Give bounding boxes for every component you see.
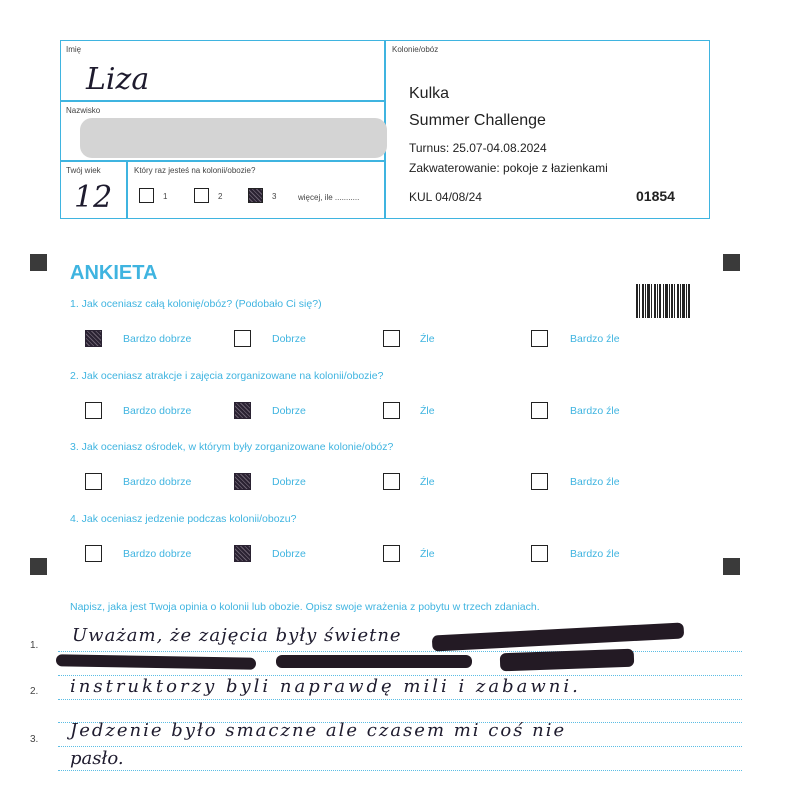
opinion-text-3: Jedzenie było smaczne ale czasem mi coś nie [70,720,567,741]
registration-marker-top-right [723,254,740,271]
question-4-option-label-1: Bardzo dobrze [123,548,192,560]
question-2-checkbox-2[interactable] [234,402,251,419]
crossed-out-text-4 [500,649,635,672]
question-4-option-label-2: Dobrze [272,548,306,560]
camp-name: Kulka [409,85,450,102]
question-2-checkbox-1[interactable] [85,402,102,419]
name-value: Liza [86,62,150,97]
opinion-line-3 [58,699,742,700]
age-label: Twój wiek [66,166,101,175]
surname-label: Nazwisko [66,106,101,115]
crossed-out-text-2 [56,654,256,669]
question-2-checkbox-4[interactable] [531,402,548,419]
question-2-checkbox-3[interactable] [383,402,400,419]
question-1-checkbox-4[interactable] [531,330,548,347]
question-2-option-label-2: Dobrze [272,405,306,417]
times-more-label: więcej, ile ........... [298,193,360,202]
question-3-checkbox-4[interactable] [531,473,548,490]
registration-marker-top-left [30,254,47,271]
question-4-checkbox-2[interactable] [234,545,251,562]
opinion-text-4: pasło. [70,748,124,769]
question-1-checkbox-3[interactable] [383,330,400,347]
age-value: 12 [74,180,113,215]
camp-program: Summer Challenge [409,112,546,129]
question-4-option-label-3: Źle [420,548,435,560]
question-1-option-label-2: Dobrze [272,333,306,345]
times-option-3: 3 [272,192,277,201]
opinion-text-2: instruktorzy byli naprawdę mili i zabawni. [70,676,581,697]
question-1-checkbox-2[interactable] [234,330,251,347]
question-3-option-label-2: Dobrze [272,476,306,488]
header-divider-1 [60,100,385,102]
question-2-text: 2. Jak oceniasz atrakcje i zajęcia zorganizowane na kolonii/obozie? [70,370,384,382]
header-divider-2 [60,160,385,162]
camp-code: KUL 04/08/24 [409,190,482,204]
question-4-checkbox-3[interactable] [383,545,400,562]
camp-label: Kolonie/obóz [392,45,439,54]
question-1-option-label-3: Źle [420,333,435,345]
surname-redaction [80,118,387,158]
question-1-option-label-1: Bardzo dobrze [123,333,192,345]
question-3-option-label-3: Źle [420,476,435,488]
barcode-icon [636,284,690,318]
question-4-checkbox-4[interactable] [531,545,548,562]
question-3-checkbox-1[interactable] [85,473,102,490]
opinion-number-3: 3. [30,734,39,745]
question-3-checkbox-3[interactable] [383,473,400,490]
opinion-text-1: Uważam, że zajęcia były świetne [72,625,402,646]
opinion-prompt: Napisz, jaka jest Twoja opinia o kolonii lub obozie. Opisz swoje wrażenia z pobytu w trzech zdaniach. [70,601,540,613]
camp-accommodation: Zakwaterowanie: pokoje z łazienkami [409,161,608,175]
crossed-out-text-1 [432,622,684,651]
question-3-checkbox-2[interactable] [234,473,251,490]
name-label: Imię [66,45,82,54]
question-3-option-label-4: Bardzo źle [570,476,620,488]
question-4-checkbox-1[interactable] [85,545,102,562]
opinion-line-5 [58,746,742,747]
camp-number: 01854 [636,188,675,204]
opinion-number-1: 1. [30,640,39,651]
question-1-checkbox-1[interactable] [85,330,102,347]
times-checkbox-1[interactable] [139,188,154,203]
camp-turnus: Turnus: 25.07-04.08.2024 [409,141,547,155]
opinion-line-6 [58,770,742,771]
question-2-option-label-4: Bardzo źle [570,405,620,417]
times-option-2: 2 [218,192,223,201]
question-2-option-label-1: Bardzo dobrze [123,405,192,417]
question-1-option-label-4: Bardzo źle [570,333,620,345]
question-4-option-label-4: Bardzo źle [570,548,620,560]
registration-marker-mid-right [723,558,740,575]
question-3-text: 3. Jak oceniasz ośrodek, w którym były zorganizowane kolonie/obóz? [70,441,394,453]
survey-title: ANKIETA [70,262,158,284]
question-4-text: 4. Jak oceniasz jedzenie podczas kolonii/obozu? [70,513,297,525]
question-1-text: 1. Jak oceniasz całą kolonię/obóz? (Podobało Ci się?) [70,298,322,310]
question-3-option-label-1: Bardzo dobrze [123,476,192,488]
header-divider-age [126,160,128,219]
registration-marker-mid-left [30,558,47,575]
opinion-line-1 [58,651,742,652]
times-checkbox-2[interactable] [194,188,209,203]
opinion-number-2: 2. [30,686,39,697]
crossed-out-text-3 [276,655,472,668]
question-2-option-label-3: Źle [420,405,435,417]
times-label: Który raz jesteś na kolonii/obozie? [134,166,256,175]
times-checkbox-3[interactable] [248,188,263,203]
times-option-1: 1 [163,192,168,201]
